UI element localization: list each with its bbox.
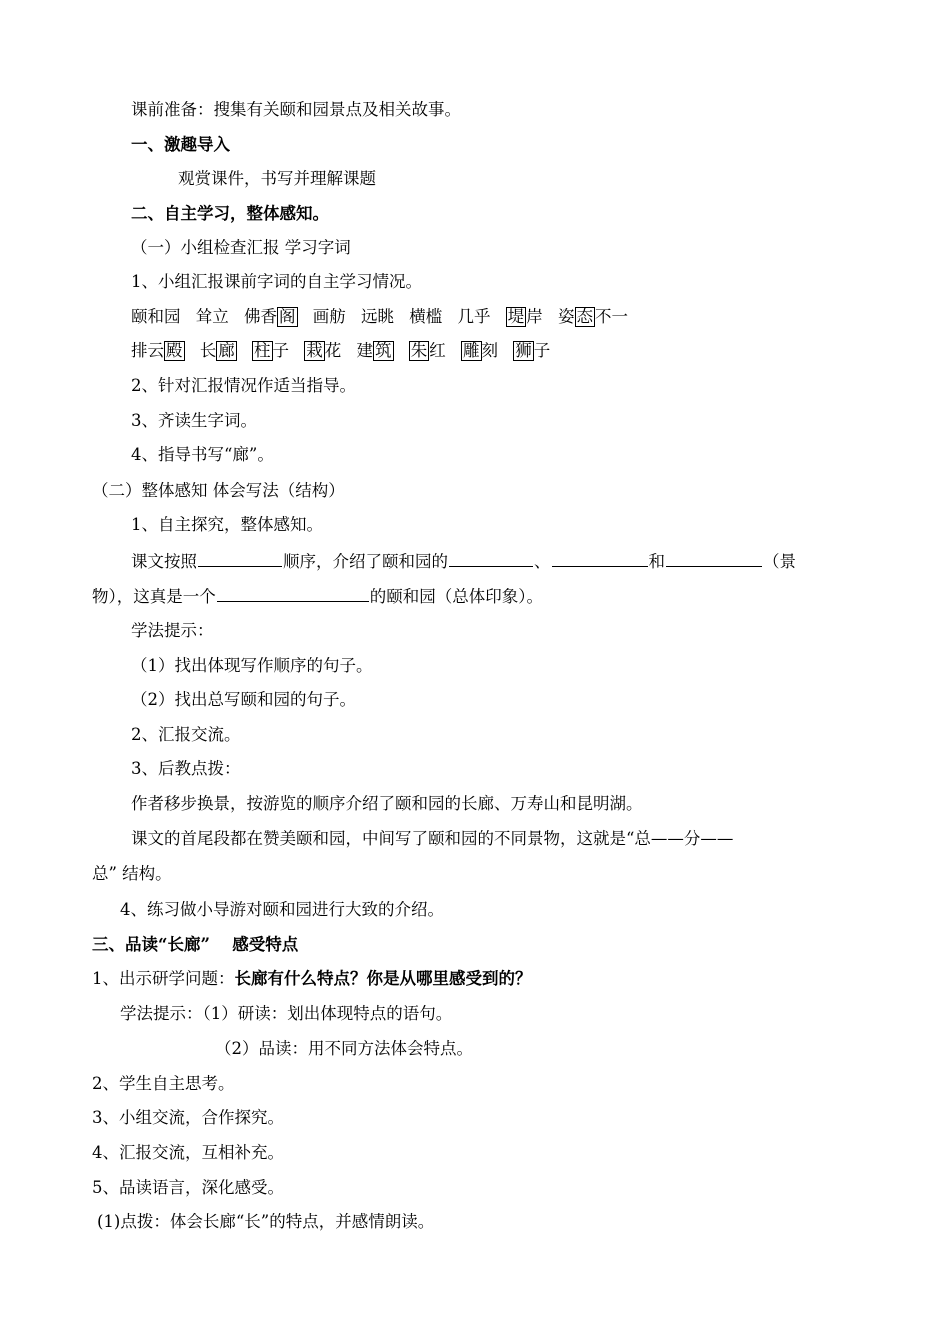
word: 排云 — [131, 341, 164, 360]
step-s3-5: 5、品读语言，深化感受。 — [92, 1178, 284, 1197]
word: 不一 — [595, 307, 628, 326]
boxed-character: 朱 — [410, 341, 428, 360]
paragraph-1: 作者移步换景，按游览的顺序介绍了颐和园的长廊、万寿山和昆明湖。 — [131, 794, 643, 813]
fill-text: 、 — [534, 552, 551, 571]
fill-text: 的颐和园（总体印象）。 — [369, 587, 543, 606]
section-3-title: 三、品读“长廊” 感受特点 — [92, 935, 299, 954]
study-tip: 学法提示： — [131, 621, 214, 640]
word: 红 — [429, 341, 446, 360]
boxed-character: 栽 — [306, 341, 323, 360]
item-1: 1、小组汇报课前字词的自主学习情况。 — [131, 272, 422, 291]
section-2-title: 二、自主学习，整体感知。 — [131, 204, 329, 223]
item-4: 4、指导书写“廊”。 — [131, 445, 274, 464]
fill-text: 顺序，介绍了颐和园的 — [283, 552, 448, 571]
item-3: 3、齐读生字词。 — [131, 411, 257, 430]
paragraph-2-cont: 总” 结构。 — [92, 864, 172, 883]
word: 花 — [324, 341, 342, 360]
word: 横槛 — [409, 307, 443, 326]
step-s3-6: (1)点拨：体会长廊“长”的特点，并感情朗读。 — [97, 1212, 435, 1231]
subsection-1-title: （一）小组检查汇报 学习字词 — [131, 238, 351, 257]
lesson-preparation: 课前准备：搜集有关颐和园景点及相关故事。 — [131, 100, 461, 119]
boxed-character: 堤 — [507, 307, 525, 326]
word-list-1 — [131, 306, 628, 328]
fill-blank — [198, 549, 282, 567]
step-4: 4、练习做小导游对颐和园进行大致的介绍。 — [120, 900, 444, 919]
study-tip-1: （1）找出体现写作顺序的句子。 — [131, 656, 373, 675]
word: 子 — [272, 341, 289, 360]
fill-in-line-2 — [92, 584, 543, 608]
step-2: 2、汇报交流。 — [131, 725, 241, 744]
step-1: 1、自主探究，整体感知。 — [131, 515, 323, 534]
subsection-2-title: （二）整体感知 体会写法（结构） — [92, 481, 345, 500]
fill-blank — [449, 549, 533, 567]
question-text: 长廊有什么特点？你是从哪里感受到的？ — [234, 969, 532, 988]
section-1-line: 观赏课件，书写并理解课题 — [178, 169, 376, 188]
research-question — [92, 968, 532, 990]
fill-text: 和 — [648, 552, 665, 571]
word: 建 — [356, 341, 373, 360]
word: 颐和园 — [131, 307, 181, 326]
boxed-character: 态 — [576, 307, 593, 326]
fill-blank — [217, 584, 369, 602]
step-3: 3、后教点拨： — [131, 759, 241, 778]
boxed-character: 柱 — [254, 341, 271, 360]
fill-text: 课文按照 — [131, 552, 197, 571]
word: 耸立 — [195, 307, 229, 326]
study-tip-4: （2）品读：用不同方法体会特点。 — [215, 1039, 473, 1058]
boxed-character: 阁 — [279, 307, 296, 326]
word: 刻 — [481, 341, 498, 360]
fill-in-line-1 — [131, 549, 796, 573]
word: 姿 — [558, 307, 575, 326]
word: 长 — [199, 341, 217, 360]
step-s3-4: 4、汇报交流，互相补充。 — [92, 1143, 284, 1162]
paragraph-2: 课文的首尾段都在赞美颐和园，中间写了颐和园的不同景物，这就是“总——分—— — [131, 829, 734, 848]
word: 岸 — [526, 307, 543, 326]
word: 佛香 — [244, 307, 277, 326]
boxed-character: 殿 — [166, 341, 183, 360]
word: 远眺 — [361, 307, 394, 326]
word: 几乎 — [457, 307, 491, 326]
study-tip-3: 学法提示：（1）研读：划出体现特点的语句。 — [120, 1004, 453, 1023]
fill-blank — [552, 549, 648, 567]
step-s3-2: 2、学生自主思考。 — [92, 1074, 235, 1093]
step-s3-3: 3、小组交流，合作探究。 — [92, 1108, 284, 1127]
fill-text: 物），这真是一个 — [92, 587, 216, 606]
word: 画舫 — [312, 307, 346, 326]
word: 子 — [533, 341, 551, 360]
boxed-character: 雕 — [463, 341, 480, 360]
section-1-title: 一、激趣导入 — [131, 135, 230, 154]
item-2: 2、针对汇报情况作适当指导。 — [131, 376, 356, 395]
question-prefix: 1、出示研学问题： — [92, 969, 235, 988]
fill-text: （景 — [763, 552, 796, 571]
boxed-character: 筑 — [375, 341, 392, 360]
boxed-character: 狮 — [515, 341, 532, 360]
boxed-character: 廊 — [218, 341, 235, 360]
fill-blank — [666, 549, 762, 567]
word-list-2 — [131, 340, 550, 362]
study-tip-2: （2）找出总写颐和园的句子。 — [131, 690, 356, 709]
